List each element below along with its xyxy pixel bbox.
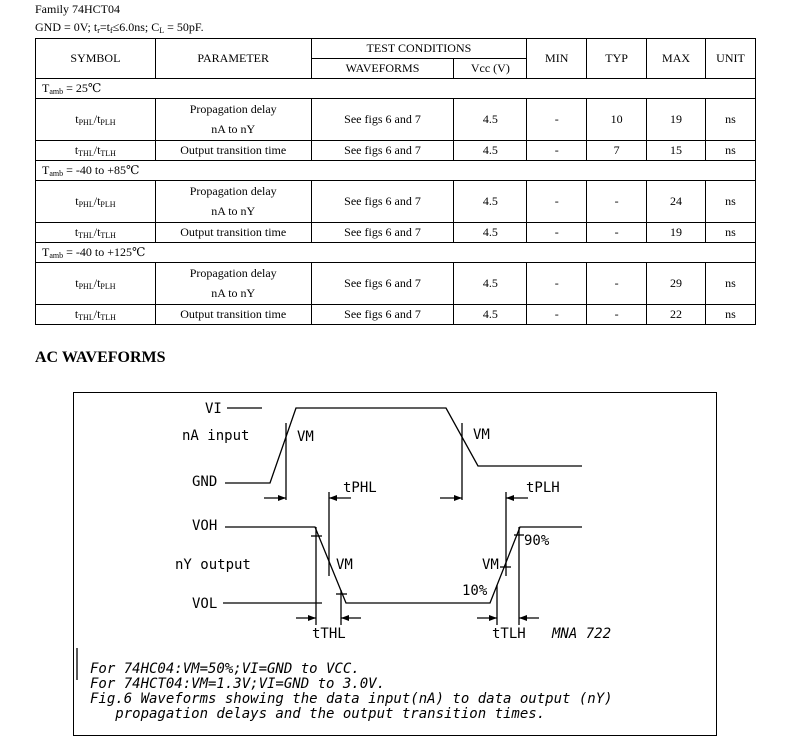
min-cell: - — [527, 223, 587, 243]
symbol-cell: $t_{THL}/t_{TLH}$ — [36, 305, 156, 325]
parameter-cell: Output transition time — [155, 223, 311, 243]
label-voh: VOH — [192, 518, 218, 534]
vcc-cell: 4.5 — [454, 305, 527, 325]
test-conditions-line: GND = 0V; $t_r=t_f\le 6.0ns$; $C_L = 50pF$. — [35, 20, 204, 35]
waveforms-cell: See figs 6 and 7 — [311, 305, 454, 325]
symbol-cell: $t_{THL}/t_{TLH}$ — [36, 141, 156, 161]
header-min: MIN — [527, 39, 587, 79]
tamb-label: $T_{amb} = -40$ to +125℃ — [36, 243, 756, 263]
vcc-cell: 4.5 — [454, 141, 527, 161]
header-unit: UNIT — [706, 39, 756, 79]
unit-cell: ns — [706, 141, 756, 161]
caption-line-3: Fig.6 Waveforms showing the data input(nA) to data output (nY) — [90, 691, 613, 707]
label-vi: VI — [205, 401, 222, 417]
unit-cell: ns — [706, 99, 756, 141]
parameter-cell: Output transition time — [155, 305, 311, 325]
max-cell: 15 — [647, 141, 706, 161]
typ-cell: - — [587, 263, 647, 305]
label-vol: VOL — [192, 596, 218, 612]
vcc-cell: 4.5 — [454, 223, 527, 243]
tamb-label: $T_{amb}$ = 25℃ — [36, 79, 756, 99]
parameter-cell: Output transition time — [155, 141, 311, 161]
tamb-label: $T_{amb} = -40$ to +85℃ — [36, 161, 756, 181]
max-cell: 19 — [647, 99, 706, 141]
min-cell: - — [527, 263, 587, 305]
waveforms-cell: See figs 6 and 7 — [311, 181, 454, 223]
label-na-input: nA input — [182, 428, 250, 444]
typ-cell: - — [587, 181, 647, 223]
header-waveforms: WAVEFORMS — [311, 59, 454, 79]
unit-cell: ns — [706, 223, 756, 243]
vcc-cell: 4.5 — [454, 181, 527, 223]
label-tthl: tTHL — [312, 626, 346, 642]
max-cell: 22 — [647, 305, 706, 325]
symbol-cell: $t_{PHL}/t_{PLH}$ — [36, 181, 156, 223]
waveforms-cell: See figs 6 and 7 — [311, 223, 454, 243]
max-cell: 24 — [647, 181, 706, 223]
label-mna: MNA 722 — [552, 626, 612, 642]
header-test-conditions: TEST CONDITIONS — [311, 39, 527, 59]
vcc-cell: 4.5 — [454, 263, 527, 305]
label-ttlh: tTLH — [492, 626, 526, 642]
unit-cell: ns — [706, 305, 756, 325]
waveforms-cell: See figs 6 and 7 — [311, 141, 454, 161]
unit-cell: ns — [706, 263, 756, 305]
label-10pct: 10% — [462, 583, 488, 599]
section-heading: AC WAVEFORMS — [35, 349, 166, 366]
typ-cell: 10 — [587, 99, 647, 141]
label-vm-input-rise: VM — [297, 429, 314, 445]
caption-line-4: propagation delays and the output transition times. — [90, 706, 546, 722]
label-ny-output: nY output — [175, 557, 251, 573]
waveforms-cell: See figs 6 and 7 — [311, 99, 454, 141]
caption-line-2: For 74HCT04:VM=1.3V;VI=GND to 3.0V. — [90, 676, 386, 692]
input-waveform — [225, 408, 582, 483]
min-cell: - — [527, 141, 587, 161]
typ-cell: - — [587, 305, 647, 325]
label-tphl: tPHL — [343, 480, 377, 496]
max-cell: 29 — [647, 263, 706, 305]
header-symbol: SYMBOL — [36, 39, 156, 79]
symbol-cell: $t_{PHL}/t_{PLH}$ — [36, 263, 156, 305]
label-gnd: GND — [192, 474, 218, 490]
min-cell: - — [527, 181, 587, 223]
typ-cell: - — [587, 223, 647, 243]
header-parameter: PARAMETER — [155, 39, 311, 79]
parameter-cell: Propagation delay nA to nY — [155, 99, 311, 141]
label-tplh: tPLH — [526, 480, 560, 496]
family-title: Family 74HCT04 — [35, 2, 121, 16]
parameter-cell: Propagation delay nA to nY — [155, 181, 311, 223]
label-90pct: 90% — [524, 533, 550, 549]
header-max: MAX — [647, 39, 706, 79]
symbol-cell: $t_{THL}/t_{TLH}$ — [36, 223, 156, 243]
label-vm-output-fall: VM — [336, 557, 353, 573]
caption-line-1: For 74HC04:VM=50%;VI=GND to VCC. — [90, 661, 360, 677]
waveforms-cell: See figs 6 and 7 — [311, 263, 454, 305]
header-vcc: Vcc (V) — [454, 59, 527, 79]
typ-cell: 7 — [587, 141, 647, 161]
max-cell: 19 — [647, 223, 706, 243]
label-vm-output-rise: VM — [482, 557, 499, 573]
min-cell: - — [527, 305, 587, 325]
parameter-cell: Propagation delay nA to nY — [155, 263, 311, 305]
unit-cell: ns — [706, 181, 756, 223]
vcc-cell: 4.5 — [454, 99, 527, 141]
min-cell: - — [527, 99, 587, 141]
label-vm-input-fall: VM — [473, 427, 490, 443]
symbol-cell: $t_{PHL}/t_{PLH}$ — [36, 99, 156, 141]
header-typ: TYP — [587, 39, 647, 79]
